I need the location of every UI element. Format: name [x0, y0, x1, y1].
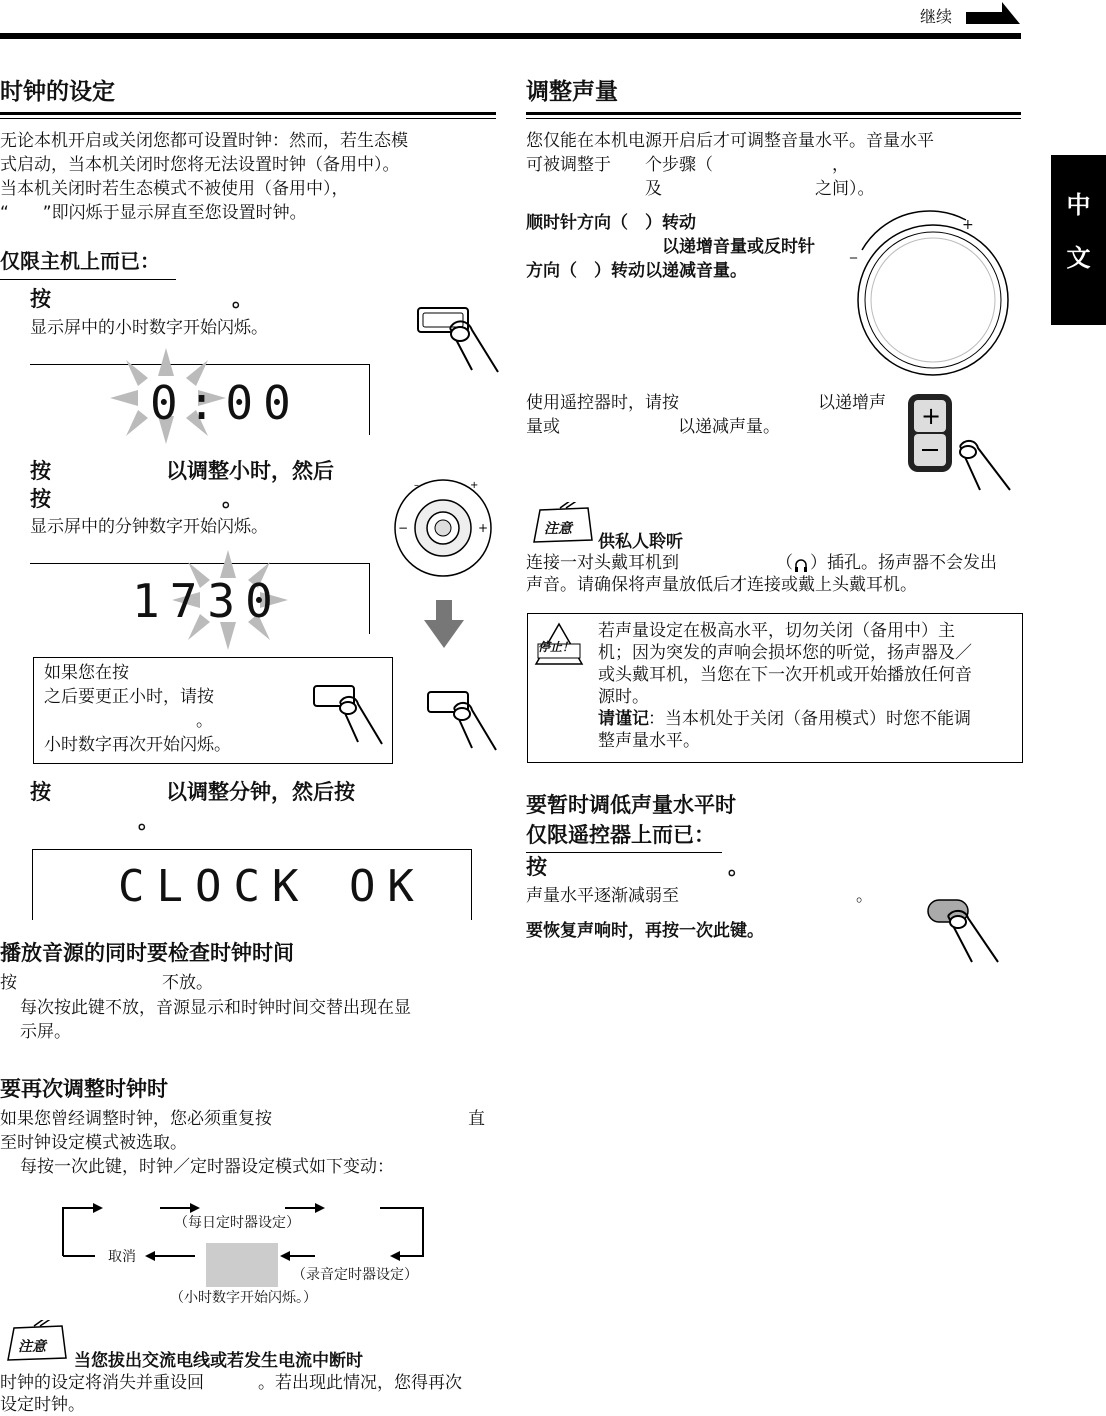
- private-text-1c: ）插孔。扬声器不会发出: [810, 553, 997, 573]
- note-line-2: 之后要更正小时，请按: [44, 687, 214, 707]
- header-rule: [0, 33, 1021, 39]
- step3-end: 。: [138, 809, 159, 833]
- language-tab: [1051, 155, 1106, 325]
- svg-text:–: –: [414, 480, 419, 491]
- warn-line-1: 若声量设定在极高水平，切勿关闭（备用中）主: [598, 621, 955, 641]
- note-power-line2: 设定时钟。: [0, 1395, 85, 1415]
- note-line-1: 如果您在按: [44, 663, 129, 683]
- continue-arrow-icon: [966, 2, 1022, 28]
- mute-title: 要暂时调低声量水平时: [526, 793, 736, 817]
- step3-adjust: 以调整分钟，然后按: [166, 780, 355, 804]
- readjust-line1-a: 如果您曾经调整时钟，您必须重复按: [0, 1109, 272, 1129]
- finger-press-icon-3: [422, 686, 502, 756]
- note-power-title: 当您拔出交流电线或若发生电流中断时: [74, 1351, 363, 1371]
- main-only-heading: 仅限主机上而已：: [0, 249, 160, 273]
- remote-line-1b: 以递增声: [818, 393, 886, 413]
- private-text-1b: （: [776, 553, 793, 573]
- lcd-digits-1: 0:00: [150, 376, 301, 430]
- finger-press-icon: [410, 300, 505, 380]
- jog-dial-icon: [390, 470, 496, 580]
- step2-press-b: 按: [30, 487, 51, 511]
- step1-desc: 显示屏中的小时数字开始闪烁。: [30, 318, 268, 338]
- readjust-line1-b: 直: [468, 1109, 485, 1129]
- warn-remember-2: 整声量水平。: [598, 731, 700, 751]
- mute-press: 按: [526, 855, 547, 879]
- finger-press-icon-2: [308, 680, 388, 750]
- warn-line-4: 源时。: [598, 687, 649, 707]
- clock-section-title: 时钟的设定: [0, 79, 115, 105]
- private-title: 供私人聆听: [598, 532, 683, 552]
- lcd-digits-2: 1730: [132, 574, 283, 628]
- mute-desc-a: 声量水平逐渐减弱至: [526, 886, 679, 906]
- check-time-line3: 示屏。: [20, 1022, 71, 1042]
- headphone-icon: [793, 557, 809, 573]
- note-badge-text: 注意: [18, 1339, 46, 1355]
- readjust-line2: 至时钟设定模式被选取。: [0, 1133, 187, 1153]
- title-rule-thin: [0, 118, 496, 119]
- note-line-3: 。: [196, 711, 213, 731]
- title-rule: [0, 112, 496, 115]
- readjust-title: 要再次调整时钟时: [0, 1077, 168, 1101]
- note-line-4: 小时数字再次开始闪烁。: [44, 735, 231, 755]
- step3-press: 按: [30, 780, 51, 804]
- remote-only-rule: [526, 852, 722, 853]
- clock-intro-2: 式启动，当本机关闭时您将无法设置时钟（备用中）。: [0, 155, 400, 175]
- volume-intro-1: 您仅能在本机电源开启后才可调整音量水平。音量水平: [526, 131, 934, 151]
- private-text-1a: 连接一对头戴耳机到: [526, 553, 679, 573]
- warn-line-3: 或头戴耳机，当您在下一次开机或开始播放任何音: [598, 665, 972, 685]
- warn-line-2: 机；因为突发的声响会损坏您的听觉，扬声器及／: [598, 643, 972, 663]
- readjust-line3: 每按一次此键，时钟／定时器设定模式如下变动：: [20, 1157, 394, 1177]
- flow-cancel: 取消: [108, 1249, 136, 1265]
- note-power-line1-a: 时钟的设定将消失并重设回: [0, 1373, 204, 1393]
- warn-remember: ：当本机处于关闭（备用模式）时您不能调: [648, 709, 971, 729]
- stop-badge-text: 停止！: [538, 640, 575, 654]
- check-time-line2: 每次按此键不放，音源显示和时钟时间交替出现在显: [20, 998, 411, 1018]
- volume-intro-2: 可被调整于 个步骤（ ，: [526, 155, 849, 175]
- step2-adjust: 以调整小时，然后: [166, 459, 334, 483]
- check-time-press: 按: [0, 973, 17, 993]
- mute-desc-b: 。: [856, 886, 873, 906]
- rotate-line-2: 以递增音量或反时针: [662, 237, 815, 257]
- lang-char-2: 文: [1066, 244, 1091, 272]
- check-time-hold: 不放。: [162, 973, 213, 993]
- continued-label: 继续: [920, 7, 953, 26]
- private-text-2: 声音。请确保将声量放低后才连接或戴上头戴耳机。: [526, 575, 917, 595]
- flow-hour: （小时数字开始闪烁。）: [170, 1290, 317, 1306]
- step2-press-a: 按: [30, 459, 51, 483]
- clock-intro-3: 当本机关闭时若生态模式不被使用（备用中），: [0, 179, 349, 199]
- rotate-line-3: 方向（ ）转动以递减音量。: [526, 261, 747, 281]
- vol-title-rule-thin: [526, 118, 1021, 119]
- knob-plus: +: [962, 217, 974, 233]
- warn-remember-bold: 请谨记: [598, 709, 649, 729]
- volume-intro-3: 及 之间）。: [526, 179, 875, 199]
- remote-line-1: 使用遥控器时，请按: [526, 393, 679, 413]
- step1-press: 按: [30, 287, 51, 311]
- mute-button-press-icon[interactable]: [924, 894, 1004, 966]
- clock-mode-shaded: [206, 1243, 278, 1287]
- step2-desc: 显示屏中的分钟数字开始闪烁。: [30, 517, 268, 537]
- flow-daily: （每日定时器设定）: [174, 1215, 300, 1231]
- remote-line-2: 量或: [526, 417, 560, 437]
- volume-knob-icon[interactable]: [848, 210, 1018, 380]
- remote-volume-button-icon[interactable]: [900, 390, 1020, 495]
- check-time-title: 播放音源的同时要检查时钟时间: [0, 941, 294, 965]
- remote-line-2b: 以递减声量。: [678, 417, 780, 437]
- remote-only-heading: 仅限遥控器上而已：: [526, 823, 715, 847]
- rotate-line-1: 顺时针方向（ ）转动: [526, 213, 696, 233]
- note-power-line1-b: 。若出现此情况，您得再次: [258, 1373, 462, 1393]
- lang-char-1: 中: [1066, 191, 1091, 219]
- main-only-rule: [0, 279, 176, 280]
- svg-text:−: −: [398, 521, 409, 535]
- note-badge-text-2: 注意: [544, 521, 572, 537]
- svg-text:+: +: [470, 480, 479, 491]
- mute-end: 。: [728, 855, 749, 879]
- volume-section-title: 调整声量: [526, 79, 618, 105]
- flow-rec: （录音定时器设定）: [292, 1267, 418, 1283]
- clock-intro-1: 无论本机开启或关闭您都可设置时钟：然而，若生态模: [0, 131, 408, 151]
- svg-text:+: +: [921, 402, 942, 430]
- knob-minus: _: [850, 243, 857, 259]
- vol-title-rule: [526, 112, 1021, 115]
- mute-restore: 要恢复声响时，再按一次此键。: [526, 921, 764, 941]
- step1-end: 。: [232, 287, 253, 311]
- step2-end: 。: [222, 487, 243, 511]
- clock-intro-4: “ ”即闪烁于显示屏直至您设置时钟。: [0, 203, 307, 223]
- down-arrow-icon: [422, 600, 466, 650]
- svg-text:+: +: [478, 521, 489, 535]
- lcd-text-3: CLOCK OK: [118, 861, 426, 912]
